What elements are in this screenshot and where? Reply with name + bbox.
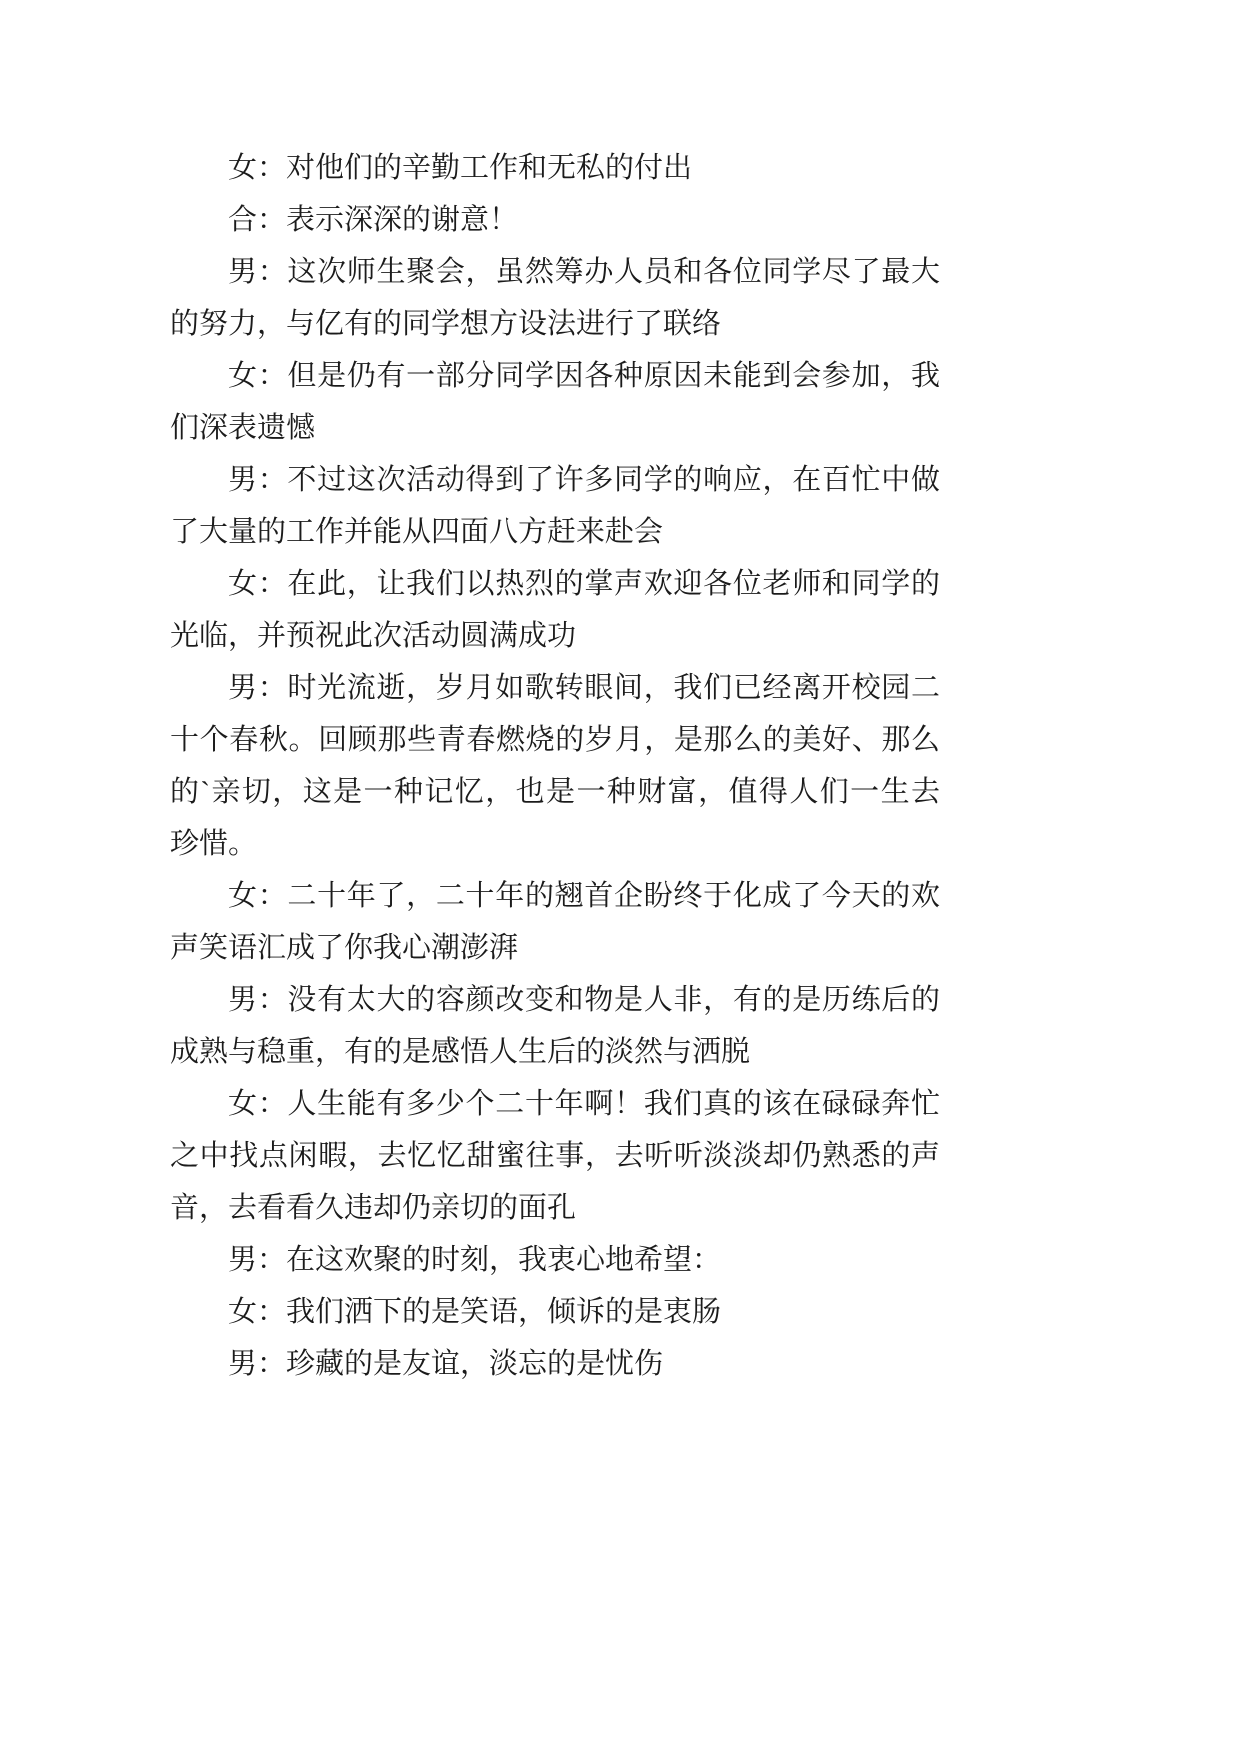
text-line: 女：在此，让我们以热烈的掌声欢迎各位老师和同学的 bbox=[228, 568, 940, 600]
dialogue-paragraph bbox=[170, 870, 940, 974]
dialogue-paragraph bbox=[170, 662, 940, 870]
dialogue-paragraph bbox=[170, 194, 940, 246]
text-line: 男：不过这次活动得到了许多同学的响应，在百忙中做 bbox=[228, 464, 940, 496]
text-line: 声笑语汇成了你我心潮澎湃 bbox=[170, 932, 519, 964]
text-line: 男：在这欢聚的时刻，我衷心地希望： bbox=[228, 1244, 722, 1276]
dialogue-paragraph bbox=[170, 142, 940, 194]
text-line: 女：但是仍有一部分同学因各种原因未能到会参加，我 bbox=[228, 360, 940, 392]
text-line: 音，去看看久违却仍亲切的面孔 bbox=[170, 1192, 577, 1224]
document-body bbox=[170, 142, 940, 1390]
dialogue-paragraph bbox=[170, 350, 940, 454]
dialogue-paragraph bbox=[170, 1234, 940, 1286]
text-line: 合：表示深深的谢意！ bbox=[228, 204, 519, 236]
text-line: 女：对他们的辛勤工作和无私的付出 bbox=[228, 152, 693, 184]
text-line: 了大量的工作并能从四面八方赶来赴会 bbox=[170, 516, 664, 548]
text-line: 光临，并预祝此次活动圆满成功 bbox=[170, 620, 577, 652]
text-line: 男：珍藏的是友谊，淡忘的是忧伤 bbox=[228, 1348, 664, 1380]
dialogue-paragraph bbox=[170, 558, 940, 662]
dialogue-paragraph bbox=[170, 1078, 940, 1234]
dialogue-paragraph bbox=[170, 1286, 940, 1338]
text-line: 男：这次师生聚会，虽然筹办人员和各位同学尽了最大 bbox=[228, 256, 940, 288]
text-line: 的努力，与亿有的同学想方设法进行了联络 bbox=[170, 308, 722, 340]
text-line: 女：我们洒下的是笑语，倾诉的是衷肠 bbox=[228, 1296, 722, 1328]
text-line: 珍惜。 bbox=[170, 828, 258, 860]
text-line: 女：二十年了，二十年的翘首企盼终于化成了今天的欢 bbox=[228, 880, 940, 912]
text-line: 女：人生能有多少个二十年啊！我们真的该在碌碌奔忙 bbox=[228, 1088, 940, 1120]
text-line: 十个春秋。回顾那些青春燃烧的岁月，是那么的美好、那么 bbox=[170, 724, 940, 756]
text-line: 男：没有太大的容颜改变和物是人非，有的是历练后的 bbox=[228, 984, 940, 1016]
dialogue-paragraph bbox=[170, 246, 940, 350]
dialogue-paragraph bbox=[170, 454, 940, 558]
text-line: 之中找点闲暇，去忆忆甜蜜往事，去听听淡淡却仍熟悉的声 bbox=[170, 1140, 940, 1172]
text-line: 们深表遗憾 bbox=[170, 412, 316, 444]
text-line: 成熟与稳重，有的是感悟人生后的淡然与洒脱 bbox=[170, 1036, 751, 1068]
text-line: 男：时光流逝，岁月如歌转眼间，我们已经离开校园二 bbox=[228, 672, 940, 704]
dialogue-paragraph bbox=[170, 1338, 940, 1390]
dialogue-paragraph bbox=[170, 974, 940, 1078]
text-line: 的`亲切，这是一种记忆，也是一种财富，值得人们一生去 bbox=[170, 776, 940, 808]
